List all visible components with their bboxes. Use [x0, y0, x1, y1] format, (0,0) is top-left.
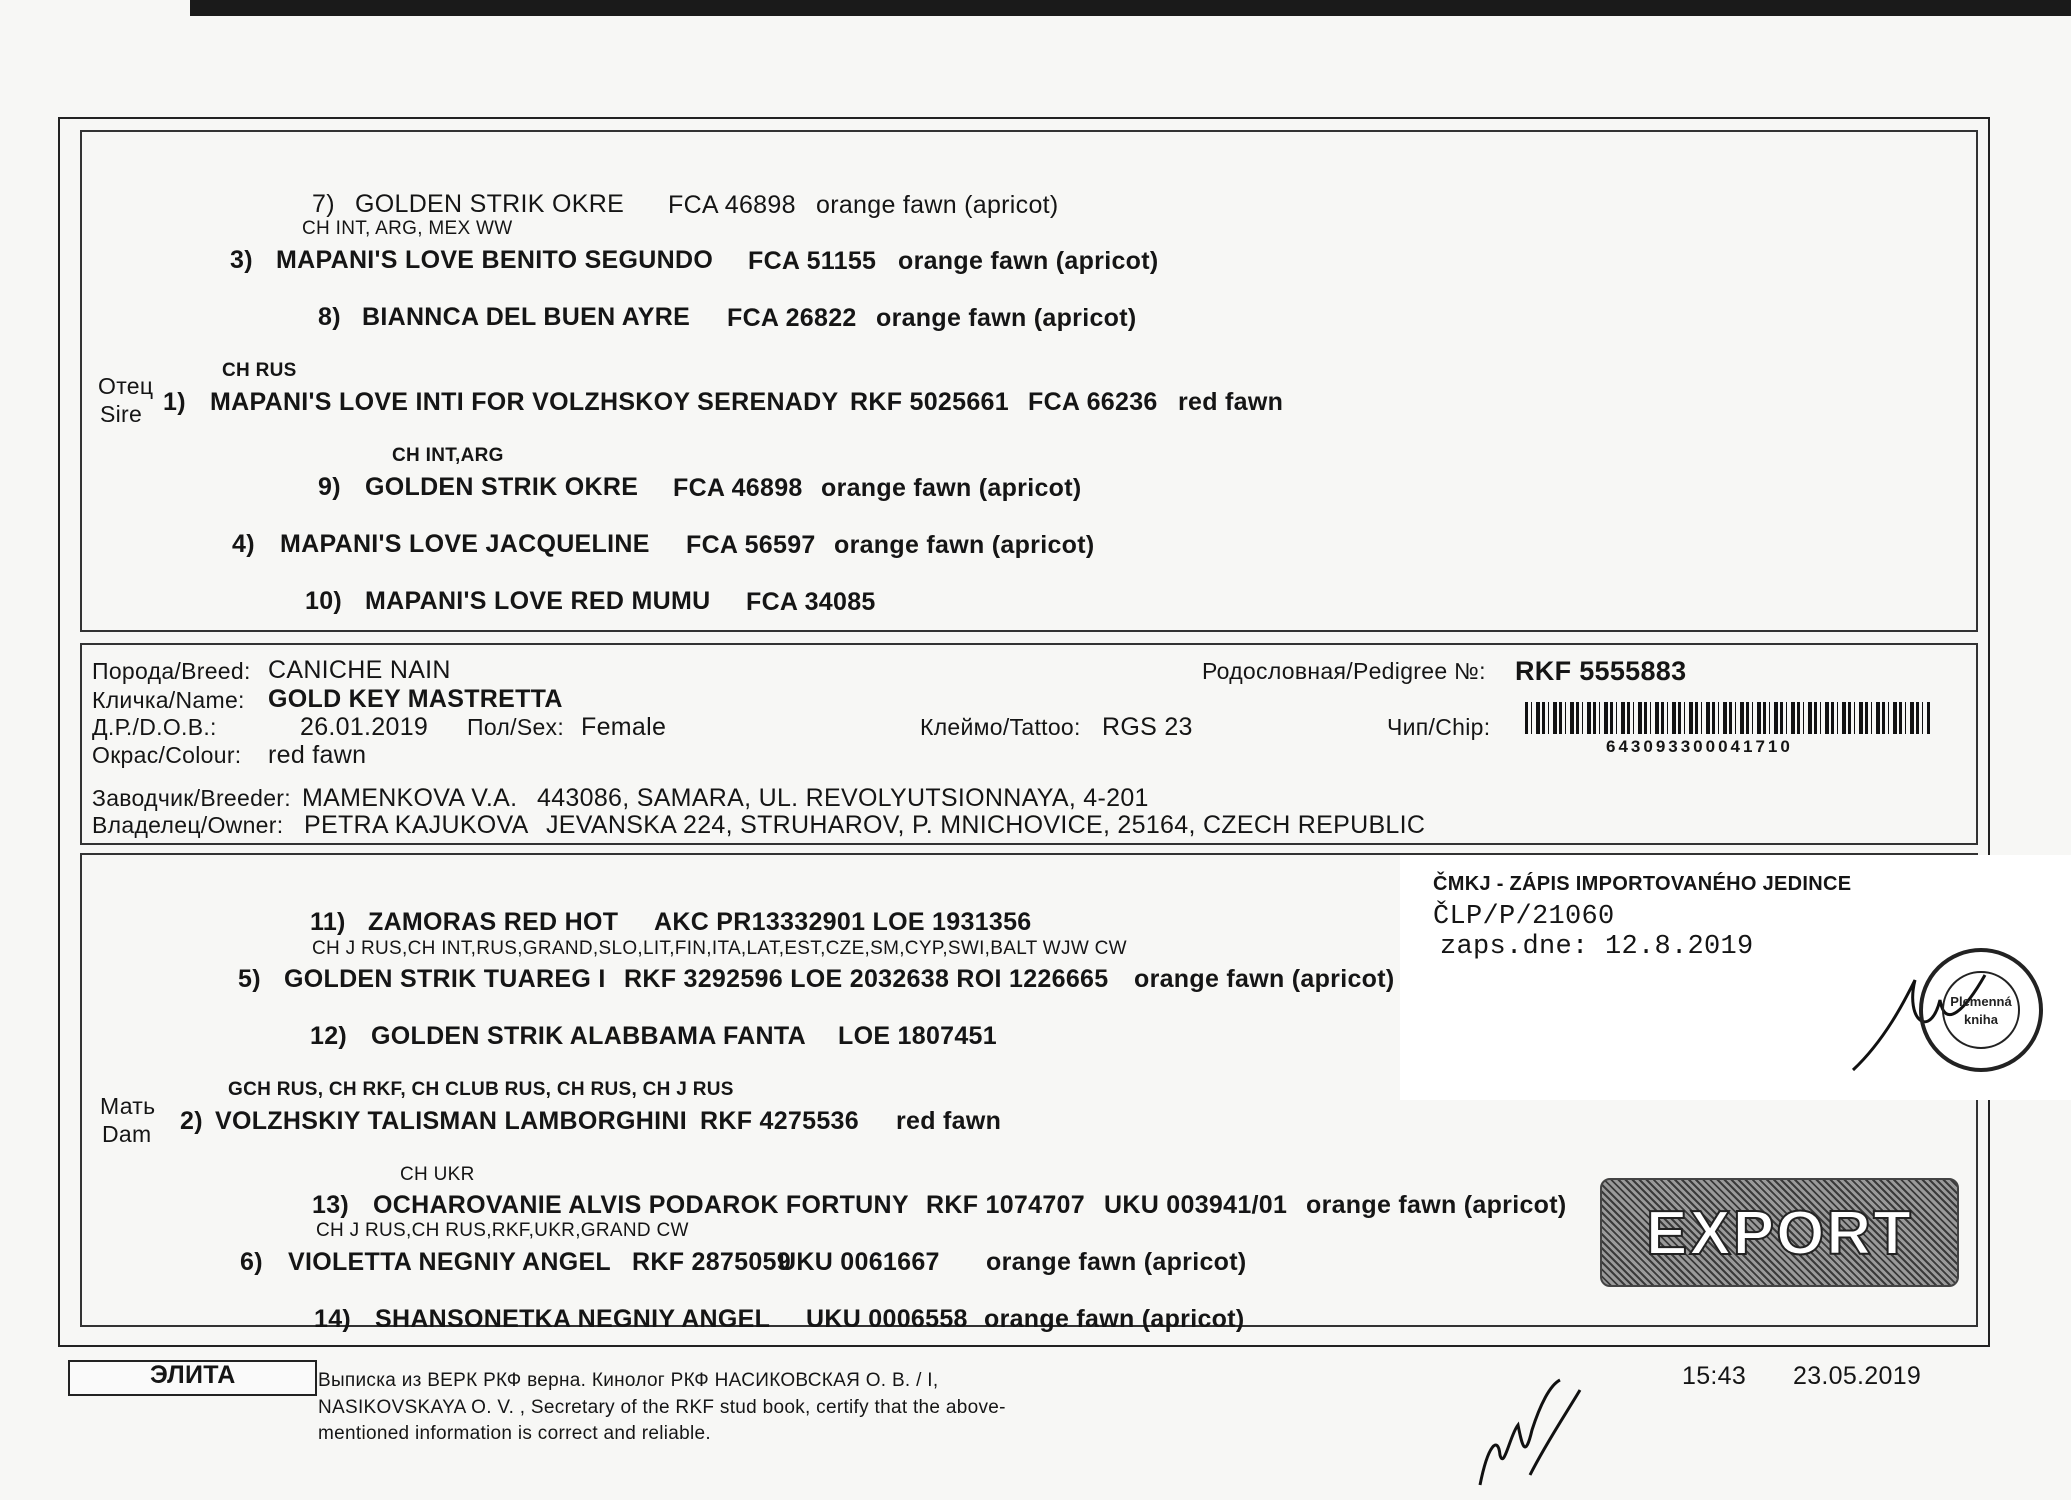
g14-no: 14)	[314, 1305, 352, 1333]
dob-label: Д.Р./D.O.B.:	[92, 714, 217, 740]
g2-titles: GCH RUS, CH RKF, CH CLUB RUS, CH RUS, CH J RUS	[228, 1079, 734, 1100]
g2-name: VOLZHSKIY TALISMAN LAMBORGHINI	[215, 1107, 687, 1135]
g12-reg: LOE 1807451	[838, 1022, 997, 1050]
certification-line-1: Выписка из ВЕРК РКФ верна. Кинолог РКФ НАСИКОВСКАЯ О. В. / I,	[318, 1370, 939, 1391]
signature-icon	[1470, 1375, 1600, 1495]
tattoo-value: RGS 23	[1102, 713, 1193, 741]
owner-address: JEVANSKA 224, STRUHAROV, P. MNICHOVICE, 25164, CZECH REPUBLIC	[546, 811, 1426, 839]
g2-reg: RKF 4275536	[700, 1107, 859, 1135]
g12-name: GOLDEN STRIK ALABBAMA FANTA	[371, 1022, 806, 1050]
breed-value: CANICHE NAIN	[268, 656, 451, 684]
g9-no: 9)	[318, 473, 341, 501]
g3-no: 3)	[230, 246, 253, 274]
name-label: Кличка/Name:	[92, 687, 245, 713]
g1-reg1: RKF 5025661	[850, 388, 1009, 416]
g7-titles: CH INT, ARG, MEX WW	[302, 218, 513, 239]
sire-label-ru: Отец	[98, 373, 154, 399]
g9-titles: CH INT,ARG	[392, 445, 504, 466]
g2-colour: red fawn	[896, 1107, 1002, 1135]
g1-colour: red fawn	[1178, 388, 1284, 416]
pedigree-value: RKF 5555883	[1515, 656, 1687, 686]
owner-label: Владелец/Owner:	[92, 812, 284, 838]
g7-reg: FCA 46898	[668, 191, 796, 219]
colour-label: Окрас/Colour:	[92, 742, 242, 768]
g3-colour: orange fawn (apricot)	[898, 247, 1159, 275]
name-value: GOLD KEY MASTRETTA	[268, 685, 563, 713]
g9-name: GOLDEN STRIK OKRE	[365, 473, 639, 501]
issue-date: 23.05.2019	[1793, 1362, 1922, 1390]
g13-titles: CH UKR	[400, 1164, 475, 1185]
svg-text:kniha: kniha	[1964, 1012, 1998, 1027]
g10-reg: FCA 34085	[746, 588, 876, 616]
g1-no: 1)	[163, 388, 186, 416]
chip-barcode	[1525, 702, 1930, 734]
g14-colour: orange fawn (apricot)	[984, 1305, 1245, 1333]
colour-value: red fawn	[268, 741, 367, 769]
registration-heading: ČMKJ - ZÁPIS IMPORTOVANÉHO JEDINCE	[1433, 873, 1852, 895]
certification-line-3: mentioned information is correct and reliable.	[318, 1423, 711, 1444]
g5-no: 5)	[238, 965, 261, 993]
breeder-label: Заводчик/Breeder:	[92, 785, 291, 811]
g4-no: 4)	[232, 530, 255, 558]
dam-label-ru: Мать	[100, 1093, 156, 1119]
g11-reg: AKC PR13332901 LOE 1931356	[654, 908, 1032, 936]
registration-date: zaps.dne: 12.8.2019	[1440, 932, 1754, 962]
g5-reg: RKF 3292596 LOE 2032638 ROI 1226665	[624, 965, 1109, 993]
owner-name: PETRA KAJUKOVA	[304, 811, 529, 839]
g13-reg1: RKF 1074707	[926, 1191, 1085, 1219]
svg-text:Plemenná: Plemenná	[1950, 994, 2012, 1009]
g5-name: GOLDEN STRIK TUAREG I	[284, 965, 606, 993]
g11-name: ZAMORAS RED HOT	[368, 908, 619, 936]
registration-clp: ČLP/P/21060	[1433, 902, 1615, 932]
g2-no: 2)	[180, 1107, 203, 1135]
g6-no: 6)	[240, 1248, 263, 1276]
breed-label: Порода/Breed:	[92, 658, 251, 684]
g4-colour: orange fawn (apricot)	[834, 531, 1095, 559]
g6-name: VIOLETTA NEGNIY ANGEL	[288, 1248, 611, 1276]
pedigree-label: Родословная/Pedigree №:	[1202, 658, 1486, 684]
g8-name: BIANNCA DEL BUEN AYRE	[362, 303, 691, 331]
sire-label-en: Sire	[100, 401, 143, 427]
certification-line-2: NASIKOVSKAYA O. V. , Secretary of the RKF stud book, certify that the above-	[318, 1397, 1006, 1418]
g5-colour: orange fawn (apricot)	[1134, 965, 1395, 993]
g7-name: GOLDEN STRIK OKRE	[355, 190, 625, 218]
elita-label: ЭЛИТА	[150, 1361, 236, 1389]
g3-reg: FCA 51155	[748, 247, 877, 275]
g6-reg1: RKF 2875059	[632, 1248, 791, 1276]
dob-value: 26.01.2019	[300, 713, 429, 741]
g13-colour: orange fawn (apricot)	[1306, 1191, 1567, 1219]
g1-reg2: FCA 66236	[1028, 388, 1158, 416]
g3-name: MAPANI'S LOVE BENITO SEGUNDO	[276, 246, 714, 274]
g13-reg2: UKU 003941/01	[1104, 1191, 1288, 1219]
g6-reg2: UKU 0061667	[778, 1248, 940, 1276]
g8-colour: orange fawn (apricot)	[876, 304, 1137, 332]
g14-reg: UKU 0006558	[806, 1305, 968, 1333]
registry-stamp-icon	[1845, 940, 2045, 1090]
g4-name: MAPANI'S LOVE JACQUELINE	[280, 530, 650, 558]
g9-colour: orange fawn (apricot)	[821, 474, 1082, 502]
g4-reg: FCA 56597	[686, 531, 816, 559]
g8-reg: FCA 26822	[727, 304, 857, 332]
export-label: EXPORT	[1646, 1199, 1913, 1268]
g5-titles: CH J RUS,CH INT,RUS,GRAND,SLO,LIT,FIN,ITA,LAT,EST,CZE,SM,CYP,SWI,BALT WJW CW	[312, 938, 1127, 959]
dam-label-en: Dam	[102, 1121, 152, 1147]
chip-number: 643093300041710	[1606, 737, 1793, 756]
g13-name: OCHAROVANIE ALVIS PODAROK FORTUNY	[373, 1191, 909, 1219]
g12-no: 12)	[310, 1022, 348, 1050]
scan-edge	[190, 0, 2071, 16]
breeder-address: 443086, SAMARA, UL. REVOLYUTSIONNAYA, 4-201	[537, 784, 1149, 812]
g11-no: 11)	[310, 908, 346, 936]
g1-name: MAPANI'S LOVE INTI FOR VOLZHSKOY SERENADY	[210, 388, 839, 416]
g9-reg: FCA 46898	[673, 474, 803, 502]
g6-titles: CH J RUS,CH RUS,RKF,UKR,GRAND CW	[316, 1220, 689, 1241]
g7-colour: orange fawn (apricot)	[816, 191, 1059, 219]
issue-time: 15:43	[1682, 1362, 1747, 1390]
breeder-name: MAMENKOVA V.A.	[302, 784, 518, 812]
g13-no: 13)	[312, 1191, 350, 1219]
tattoo-label: Клеймо/Tattoo:	[920, 714, 1081, 740]
g7-no: 7)	[312, 190, 335, 218]
chip-label: Чип/Chip:	[1387, 714, 1491, 740]
sex-label: Пол/Sex:	[467, 714, 565, 740]
sex-value: Female	[581, 713, 667, 741]
g8-no: 8)	[318, 303, 341, 331]
g10-name: MAPANI'S LOVE RED MUMU	[365, 587, 711, 615]
g14-name: SHANSONETKA NEGNIY ANGEL	[375, 1305, 771, 1333]
g10-no: 10)	[305, 587, 343, 615]
g6-colour: orange fawn (apricot)	[986, 1248, 1247, 1276]
g1-titles: CH RUS	[222, 360, 297, 381]
export-hologram	[1600, 1178, 1959, 1287]
